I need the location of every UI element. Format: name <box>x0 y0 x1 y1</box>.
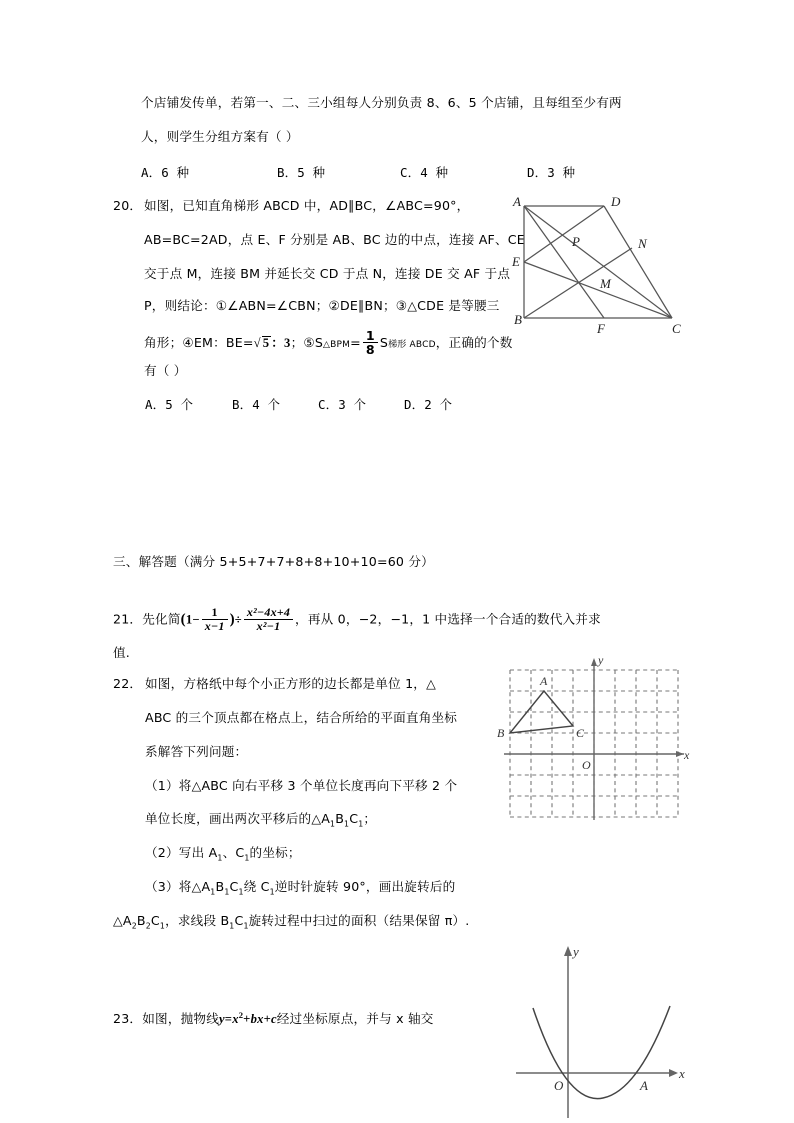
q22-l8-sub-5: 1 <box>243 921 249 931</box>
label-B: B <box>497 726 505 740</box>
q20-line-4: P，则结论：①∠ABN=∠CBN；②DE∥BN；③△CDE 是等腰三 <box>144 298 500 313</box>
q19-line-1: 个店铺发传单，若第一、二、三小组每人分别负责 8、6、5 个店铺，且每组至少有两 <box>141 95 622 110</box>
q19-line-2: 人，则学生分组方案有（ ） <box>141 129 299 144</box>
q22-l5-c: C <box>349 811 359 826</box>
q22-l7-d: 绕 C <box>243 879 270 894</box>
q22-l6-sub-2: 1 <box>244 853 250 863</box>
label-C: C <box>672 321 681 336</box>
label-A: A <box>513 194 521 209</box>
q19-option-b[interactable]: B．5 种 <box>277 165 326 180</box>
q23-expr-power: 2 <box>238 1010 244 1020</box>
q21-fraction-2 <box>244 606 293 632</box>
q23-line-1 <box>113 1011 434 1026</box>
q23-expr-b: b <box>250 1012 258 1027</box>
q20-fraction-numerator: 1 <box>363 329 378 343</box>
q20-figure <box>512 196 697 341</box>
q20-fraction-denominator: 8 <box>365 342 375 358</box>
q20-line5-part-c: ；⑤S <box>290 335 324 351</box>
q21-minus: − <box>192 612 200 627</box>
q22-l6-sub-1: 1 <box>217 853 223 863</box>
x-axis-arrow <box>669 1069 678 1077</box>
sqrt-icon: √ 5 <box>253 336 270 351</box>
segment-DC <box>604 206 672 318</box>
q21-lead: 先化简 <box>142 611 181 627</box>
q22-line-6 <box>145 847 301 862</box>
q22-line-3: 系解答下列问题： <box>145 744 248 759</box>
q22-l5-d: ； <box>363 811 377 826</box>
q22-l5-b: B <box>335 811 345 826</box>
segment-BN <box>524 248 632 318</box>
q20-option-c[interactable]: C．3 个 <box>318 397 367 412</box>
q20-line-2: AB=BC=2AD，点 E、F 分别是 AB、BC 边的中点，连接 AF、CE <box>144 232 525 247</box>
label-D: D <box>611 194 621 209</box>
q22-l5-a: 单位长度，画出两次平移后的△A <box>145 811 331 826</box>
label-B: B <box>514 312 522 327</box>
q20-line5-part-a: 角形；④EM：BE= <box>144 335 254 351</box>
q23-expr-x: x <box>232 1012 239 1027</box>
q22-l6-b: 、C <box>222 845 245 860</box>
q21-one: 1 <box>185 612 193 627</box>
q21-f1-numerator: 1 <box>202 606 228 620</box>
q22-l7-sub-3: 1 <box>238 887 244 897</box>
q20-line5-part-f: ，正确的个数 <box>435 335 513 351</box>
q22-l8-d: ，求线段 B <box>165 913 230 928</box>
q22-l7-c: C <box>229 879 239 894</box>
q23-l1-a: 如图，抛物线 <box>142 1011 219 1027</box>
q22-l7-a: （3）将△A <box>145 879 211 894</box>
q22-l5-sub-1: 1 <box>330 819 336 829</box>
label-point-A: A <box>640 1078 648 1093</box>
q22-line-8 <box>113 915 470 930</box>
q21-number: 21． <box>113 611 143 627</box>
x-axis-arrow <box>676 751 684 757</box>
q22-l6-a: （2）写出 A <box>145 845 218 860</box>
q22-line-4: （1）将△ABC 向右平移 3 个单位长度再向下平移 2 个 <box>145 778 458 793</box>
q19-option-c[interactable]: C．4 种 <box>400 165 449 180</box>
q22-l8-sub-1: 2 <box>131 921 137 931</box>
q22-l5-sub-3: 1 <box>358 819 364 829</box>
label-y-axis: y <box>573 944 579 959</box>
label-C: C <box>576 726 585 740</box>
y-axis-arrow <box>564 946 572 956</box>
q20-option-b[interactable]: B．4 个 <box>232 397 281 412</box>
q22-l8-c: C <box>150 913 160 928</box>
label-N: N <box>638 236 647 251</box>
label-origin: O <box>554 1078 564 1093</box>
q22-l8-sub-2: 2 <box>145 921 151 931</box>
q22-line-7 <box>145 881 455 896</box>
q20-line-3: 交于点 M，连接 BM 并延长交 CD 于点 N，连接 DE 交 AF 于点 <box>144 266 511 281</box>
label-x-axis: x <box>684 748 690 762</box>
q21-tail: ，再从 0，−2，−1，1 中选择一个合适的数代入并求 <box>295 611 601 627</box>
q23-expr-plus-1: + <box>243 1012 251 1027</box>
q22-l7-sub-4: 1 <box>269 887 275 897</box>
label-P: P <box>572 234 580 249</box>
q21-fraction-1 <box>202 606 228 632</box>
q21-f2-denominator: x²−1 <box>256 618 281 633</box>
q23-expr-c: c <box>270 1012 277 1027</box>
q23-expr-plus-2: + <box>263 1012 271 1027</box>
q22-l8-f: 旋转过程中扫过的面积（结果保留 π）. <box>248 913 470 928</box>
q22-l8-sub-4: 1 <box>229 921 235 931</box>
q20-sqrt-radicand: 5 <box>262 336 270 351</box>
q23-expr-x-2: x <box>257 1012 264 1027</box>
q22-l7-e: 逆时针旋转 90°，画出旋转后的 <box>274 879 456 894</box>
q20-line5-part-b: ：3 <box>271 336 291 351</box>
q20-option-d[interactable]: D．2 个 <box>404 397 453 412</box>
axes <box>516 950 676 1118</box>
q20-line-5 <box>144 330 513 357</box>
q20-option-a[interactable]: A．5 个 <box>145 397 194 412</box>
q22-number: 22． <box>113 676 143 691</box>
q22-l8-e: C <box>234 913 244 928</box>
q20-line5-part-e: S <box>379 335 389 351</box>
y-axis-arrow <box>591 658 597 666</box>
q23-figure <box>506 936 698 1122</box>
q21-f2-numerator: x²−4x+4 <box>244 606 293 620</box>
label-M: M <box>600 276 611 291</box>
q21-f1-denominator: x−1 <box>204 618 225 633</box>
q22-l7-sub-1: 1 <box>210 887 216 897</box>
label-x-axis: x <box>679 1066 685 1081</box>
q22-line-5 <box>145 813 376 828</box>
label-A: A <box>540 674 548 688</box>
q22-line-2: ABC 的三个顶点都在格点上，结合所给的平面直角坐标 <box>145 710 458 725</box>
q22-l8-b: B <box>136 913 146 928</box>
q20-line5-sub-1: △BPM <box>323 340 351 351</box>
label-E: E <box>512 254 520 269</box>
q19-option-d[interactable]: D．3 种 <box>527 165 576 180</box>
q22-line-1: 如图，方格纸中每个小正方形的边长都是单位 1，△ <box>145 676 436 691</box>
section-3-heading: 三、解答题（满分 5+5+7+7+8+8+10+10=60 分） <box>113 554 434 569</box>
q22-l6-c: 的坐标； <box>249 845 301 860</box>
q23-number: 23． <box>113 1011 143 1027</box>
q22-l7-sub-2: 1 <box>224 887 230 897</box>
q20-number: 20． <box>113 198 143 213</box>
q20-fraction-one-eighth <box>363 329 378 356</box>
q23-expr-eq: = <box>224 1012 233 1027</box>
q20-line-6: 有（ ） <box>144 363 187 378</box>
q23-l1-b: 经过坐标原点，并与 x 轴交 <box>276 1011 434 1027</box>
q21-divide-sign: ÷ <box>234 612 242 627</box>
q22-figure <box>496 652 696 867</box>
q21-paren-close: ) <box>229 611 235 628</box>
q19-option-a[interactable]: A．6 种 <box>141 165 190 180</box>
q22-l5-sub-2: 1 <box>344 819 350 829</box>
label-F: F <box>597 321 605 336</box>
label-origin: O <box>582 758 591 772</box>
q23-expr-y: y <box>219 1012 225 1027</box>
q21-line-1 <box>113 607 601 633</box>
q20-line-1: 如图，已知直角梯形 ABCD 中，AD∥BC，∠ABC=90°， <box>144 198 470 213</box>
segment-AC <box>524 206 672 318</box>
q21-paren-open: ( <box>180 611 186 628</box>
label-y-axis: y <box>598 653 604 667</box>
q20-line5-part-d: = <box>350 335 361 351</box>
q22-l8-a: △A <box>113 913 132 928</box>
segment-AF <box>524 206 604 318</box>
q22-l7-b: B <box>215 879 225 894</box>
q22-l8-sub-3: 1 <box>159 921 166 931</box>
q20-line5-sub-2: 梯形 ABCD <box>388 340 436 351</box>
q21-line-2: 值. <box>113 645 130 660</box>
